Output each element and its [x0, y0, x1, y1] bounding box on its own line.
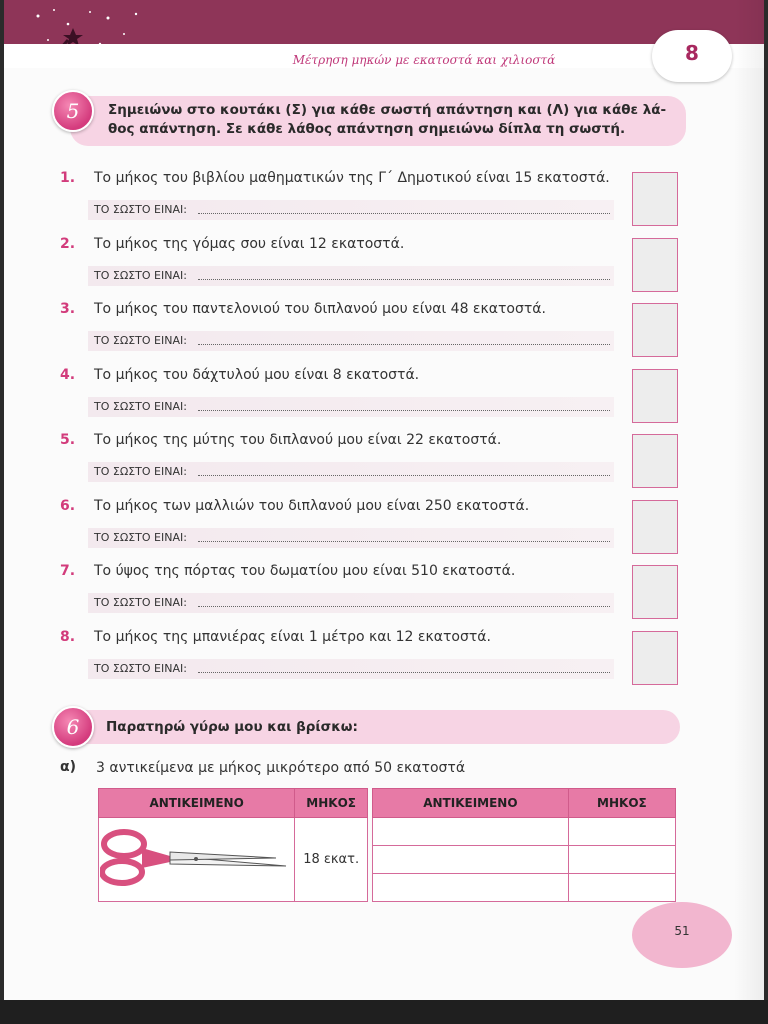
answer-dotted-line: [198, 213, 610, 214]
true-false-checkbox[interactable]: [632, 238, 678, 292]
object-answer-cell[interactable]: [373, 818, 569, 846]
answer-label: ΤΟ ΣΩΣΤΟ ΕΙΝΑΙ:: [94, 334, 187, 347]
length-answer-cell[interactable]: [568, 874, 675, 902]
col-length-header: ΜΗΚΟΣ: [568, 789, 675, 818]
item-statement: Το ύψος της πόρτας του δωματίου μου είναι 510 εκατοστά.: [94, 563, 516, 579]
item-number: 8.: [60, 628, 76, 645]
item-number: 5.: [60, 432, 76, 448]
chapter-number: 8: [685, 41, 699, 65]
list-item: [60, 236, 620, 294]
chapter-title: Μέτρηση μηκών με εκατοστά και χιλιοστά: [292, 53, 556, 67]
answer-label: ΤΟ ΣΩΣΤΟ ΕΙΝΑΙ:: [94, 530, 187, 544]
objects-table-left: [98, 788, 368, 902]
answer-dotted-line: [198, 279, 610, 280]
col-object-header: ΑΝΤΙΚΕΙΜΕΝΟ: [99, 789, 295, 818]
true-false-checkbox[interactable]: [632, 500, 678, 554]
item-number: 3.: [60, 301, 76, 317]
item-statement: Το μήκος της γόμας σου είναι 12 εκατοστά.: [94, 235, 405, 252]
exercise-5-instruction: [108, 101, 666, 139]
exercise-5-instruction-line2: θος απάντηση. Σε κάθε λάθος απάντηση σημειώνω δίπλα τη σωστή.: [108, 121, 626, 137]
answer-line[interactable]: [88, 462, 614, 482]
object-answer-cell[interactable]: [373, 846, 569, 874]
answer-line[interactable]: [88, 266, 614, 286]
length-answer-cell[interactable]: [568, 846, 675, 874]
answer-dotted-line: [198, 475, 610, 476]
length-answer-cell[interactable]: [568, 818, 675, 846]
list-item: [60, 301, 620, 359]
item-number: 4.: [60, 366, 76, 383]
list-item: [60, 170, 620, 228]
item-statement: Το μήκος των μαλλιών του διπλανού μου είναι 250 εκατοστά.: [94, 497, 530, 514]
object-answer-cell[interactable]: [373, 874, 569, 902]
col-length-header: ΜΗΚΟΣ: [295, 789, 368, 818]
scan-bottom-edge: [0, 1000, 768, 1024]
true-false-checkbox[interactable]: [632, 631, 678, 685]
answer-label: ΤΟ ΣΩΣΤΟ ΕΙΝΑΙ:: [94, 203, 187, 216]
answer-line[interactable]: [88, 397, 614, 417]
item-number: 7.: [60, 563, 76, 579]
answer-line[interactable]: [88, 659, 614, 679]
answer-dotted-line: [198, 344, 610, 345]
true-false-checkbox[interactable]: [632, 369, 678, 423]
answer-label: ΤΟ ΣΩΣΤΟ ΕΙΝΑΙ:: [94, 268, 187, 282]
item-statement: Το μήκος του δάχτυλού μου είναι 8 εκατοστά.: [94, 366, 420, 383]
list-item: [60, 367, 620, 425]
answer-line[interactable]: [88, 528, 614, 548]
true-false-checkbox[interactable]: [632, 565, 678, 619]
item-statement: Το μήκος της μύτης του διπλανού μου είναι 22 εκατοστά.: [94, 432, 502, 448]
true-false-checkbox[interactable]: [632, 172, 678, 226]
list-item: [60, 629, 620, 687]
list-item: [60, 563, 620, 621]
true-false-checkbox[interactable]: [632, 434, 678, 488]
item-statement: Το μήκος του παντελονιού του διπλανού μου είναι 48 εκατοστά.: [94, 301, 546, 317]
chapter-number-badge: [652, 30, 732, 82]
page-number-badge: [632, 902, 732, 968]
page-shadow: [734, 0, 764, 1000]
answer-dotted-line: [198, 606, 610, 607]
list-item: [60, 498, 620, 556]
answer-line[interactable]: [88, 593, 614, 613]
item-number: 1.: [60, 170, 76, 186]
answer-label: ΤΟ ΣΩΣΤΟ ΕΙΝΑΙ:: [94, 465, 187, 478]
item-number: 6.: [60, 497, 76, 514]
answer-dotted-line: [198, 410, 610, 411]
example-object-cell: [99, 818, 295, 902]
answer-dotted-line: [198, 672, 610, 673]
objects-table-right: [372, 788, 676, 902]
exercise-6-number: 6: [52, 706, 94, 748]
scissors-icon: [100, 822, 290, 894]
list-item: [60, 432, 620, 490]
answer-label: ΤΟ ΣΩΣΤΟ ΕΙΝΑΙ:: [94, 399, 187, 413]
sub-question-label: α): [60, 759, 77, 775]
answer-dotted-line: [198, 541, 610, 542]
answer-line[interactable]: [88, 331, 614, 351]
workbook-page: [4, 0, 764, 1000]
true-false-checkbox[interactable]: [632, 303, 678, 357]
answer-label: ΤΟ ΣΩΣΤΟ ΕΙΝΑΙ:: [94, 596, 187, 609]
answer-line[interactable]: [88, 200, 614, 220]
answer-label: ΤΟ ΣΩΣΤΟ ΕΙΝΑΙ:: [94, 661, 187, 675]
item-number: 2.: [60, 235, 76, 252]
col-object-header: ΑΝΤΙΚΕΙΜΕΝΟ: [373, 789, 569, 818]
exercise-5-number: 5: [52, 90, 94, 132]
exercise-6-instruction: Παρατηρώ γύρω μου και βρίσκω:: [106, 719, 358, 735]
example-length-cell: 18 εκατ.: [295, 818, 368, 902]
exercise-5-instruction-line1: Σημειώνω στο κουτάκι (Σ) για κάθε σωστή απάντηση και (Λ) για κάθε λά-: [108, 102, 667, 118]
item-statement: Το μήκος του βιβλίου μαθηματικών της Γ΄ Δημοτικού είναι 15 εκατοστά.: [94, 170, 610, 186]
sub-question-text: 3 αντικείμενα με μήκος μικρότερο από 50 εκατοστά: [96, 760, 466, 776]
item-statement: Το μήκος της μπανιέρας είναι 1 μέτρο και 12 εκατοστά.: [94, 628, 491, 645]
page-number: 51: [674, 924, 690, 938]
